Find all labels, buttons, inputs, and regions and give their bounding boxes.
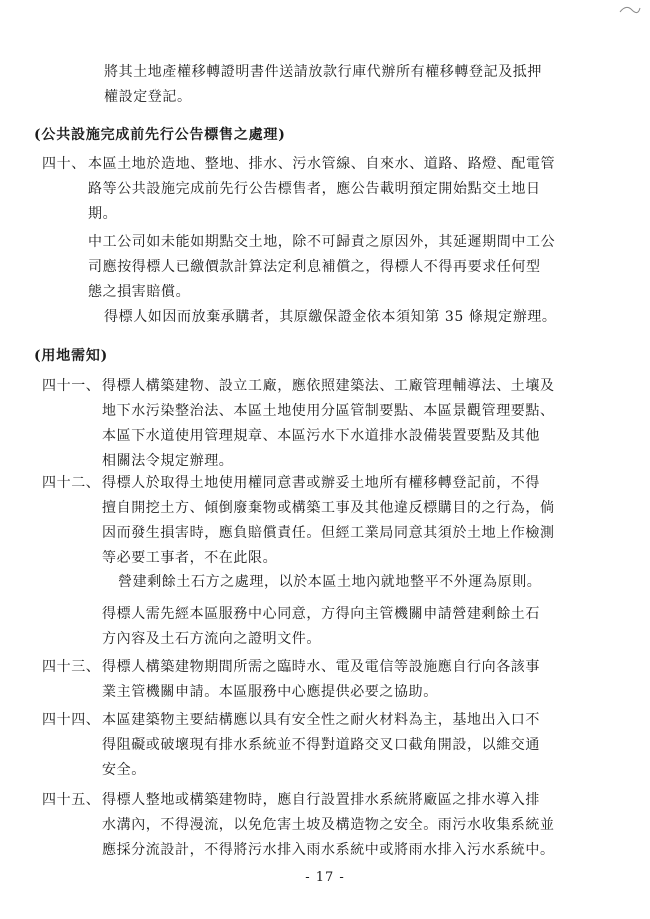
text-line: 路等公共設施完成前先行公告標售者，應公告載明預定開始點交土地日 xyxy=(88,181,541,197)
text-line: 相關法令規定辦理。 xyxy=(102,453,234,469)
text-line: 得標人如因而放棄承購者，其原繳保證金依本須知第 35 條規定辦理。 xyxy=(104,309,557,325)
article-45-body xyxy=(102,788,555,863)
text-line: 地下水污染整治法、本區土地使用分區管制要點、本區景觀管理要點、 xyxy=(102,403,555,419)
article-42-sub-2 xyxy=(102,602,540,652)
text-line: 司應按得標人已繳價款計算法定利息補償之，得標人不得再要求任何型 xyxy=(88,259,541,275)
text-line: 期。 xyxy=(88,206,118,222)
text-line: 得標人需先經本區服務中心同意，方得向主管機關申請營建剩餘土石 xyxy=(102,606,540,622)
text-line: 將其土地產權移轉證明書件送請放款行庫代辦所有權移轉登記及抵押 xyxy=(104,64,542,80)
text-line: 業主管機關申請。本區服務中心應提供必要之協助。 xyxy=(102,684,438,700)
text-line: 本區建築物主要結構應以具有安全性之耐火材料為主，基地出入口不 xyxy=(102,712,540,728)
article-number-42: 四十二、 xyxy=(42,475,101,491)
text-line: 權設定登記。 xyxy=(104,89,192,105)
article-44-body xyxy=(102,708,540,783)
article-number-43: 四十三、 xyxy=(42,659,101,675)
article-41-body xyxy=(102,374,555,474)
article-40-sub-2 xyxy=(104,305,557,330)
section-heading-land-use: (用地需知) xyxy=(34,348,109,364)
text-line: 水溝內，不得漫流，以免危害土坡及構造物之安全。雨污水收集系統並 xyxy=(102,817,555,833)
article-40-body xyxy=(88,152,555,227)
text-line: 方內容及土石方流向之證明文件。 xyxy=(102,631,321,647)
continuation-paragraph xyxy=(104,60,542,110)
article-number-44: 四十四、 xyxy=(42,712,101,728)
text-line: 擅自開挖土方、傾倒廢棄物或構築工事及其他違反標購目的之行為，倘 xyxy=(102,500,555,516)
text-line: 中工公司如未能如期點交土地，除不可歸責之原因外，其延遲期間中工公 xyxy=(88,234,556,250)
text-line: 得標人於取得土地使用權同意書或辦妥土地所有權移轉登記前，不得 xyxy=(102,475,540,491)
page-number: - 17 - xyxy=(305,870,345,885)
text-line: 本區下水道使用管理規章、本區污水下水道排水設備裝置要點及其他 xyxy=(102,428,540,444)
text-line: 應採分流設計，不得將污水排入雨水系統中或將雨水排入污水系統中。 xyxy=(102,842,555,858)
article-number-41: 四十一、 xyxy=(42,378,101,394)
article-number-45: 四十五、 xyxy=(42,792,101,808)
corner-mark xyxy=(618,2,642,16)
section-heading-public-facilities: (公共設施完成前先行公告標售之處理) xyxy=(34,127,286,143)
text-line: 安全。 xyxy=(102,762,146,778)
text-line: 態之損害賠償。 xyxy=(88,284,191,300)
text-line: 等必要工事者，不在此限。 xyxy=(102,550,278,566)
text-line: 營建剩餘土石方之處理，以於本區土地內就地整平不外運為原則。 xyxy=(118,574,542,590)
text-line: 得標人構築建物、設立工廠，應依照建築法、工廠管理輔導法、土壤及 xyxy=(102,378,555,394)
article-42-sub-1 xyxy=(118,570,541,595)
text-line: 得標人構築建物期間所需之臨時水、電及電信等設施應自行向各該事 xyxy=(102,659,540,675)
text-line: 本區土地於造地、整地、排水、污水管線、自來水、道路、路燈、配電管 xyxy=(88,156,556,172)
article-43-body xyxy=(102,655,540,705)
article-42-body xyxy=(102,471,555,571)
text-line: 得阻礙或破壞現有排水系統並不得對道路交叉口截角開設，以維交通 xyxy=(102,737,540,753)
article-number-40: 四十、 xyxy=(42,156,86,172)
text-line: 因而發生損害時，應負賠償責任。但經工業局同意其須於土地上作檢測 xyxy=(102,525,555,541)
text-line: 得標人整地或構築建物時，應自行設置排水系統將廠區之排水導入排 xyxy=(102,792,540,808)
article-40-sub-1 xyxy=(88,230,555,305)
